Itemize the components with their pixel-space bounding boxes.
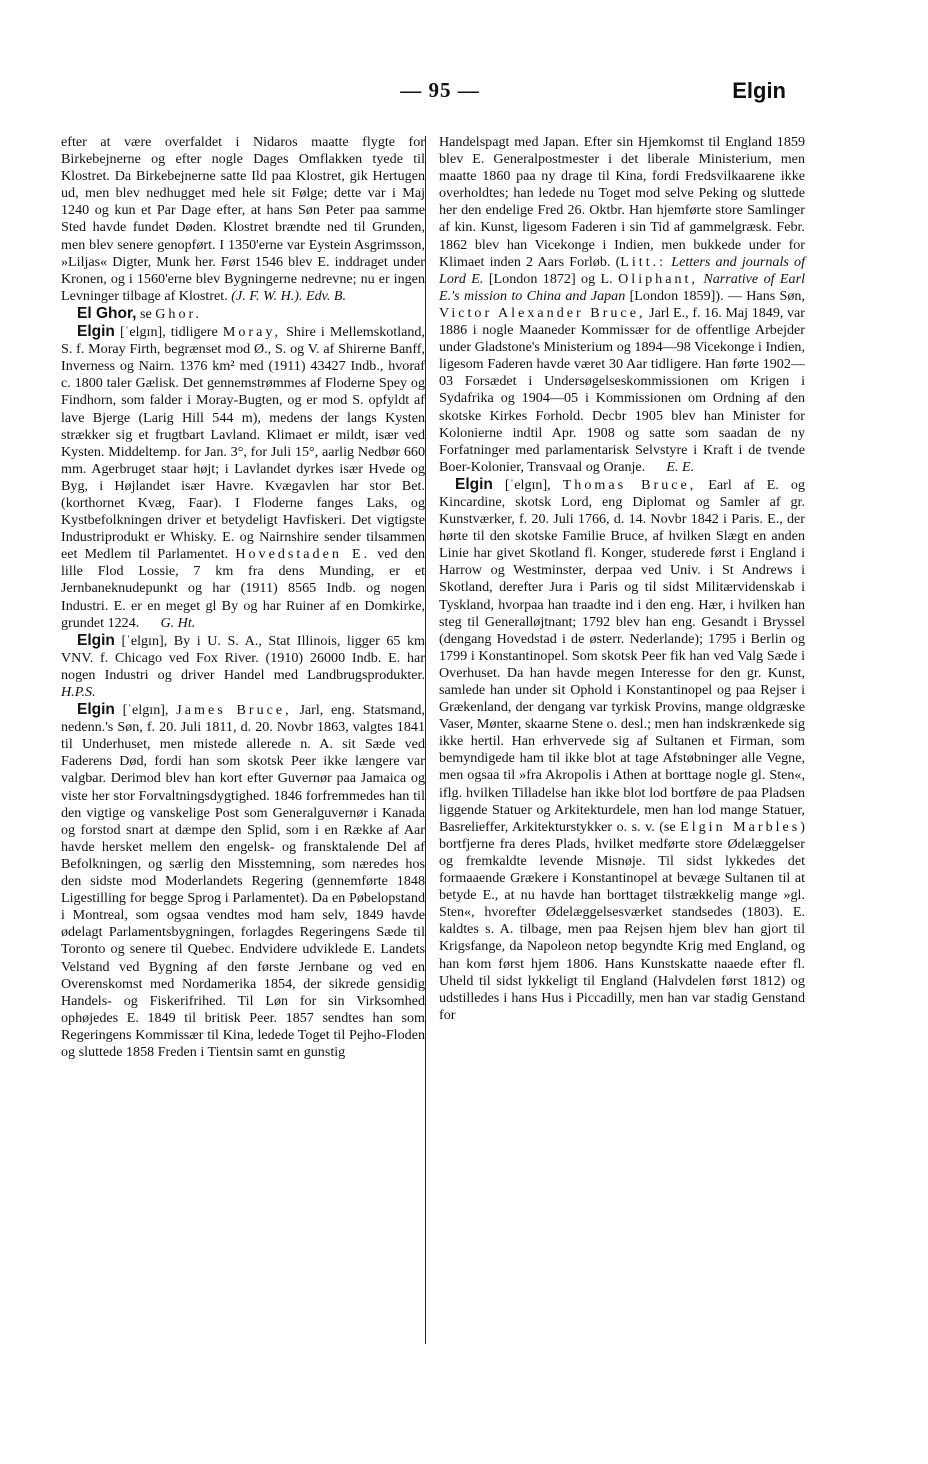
continuation-paragraph (61, 134, 425, 305)
entry-text: Jarl, eng. Statsmand, nedenn.'s Søn, f. 20. Juli 1811, d. 20. Novbr 1863, valgtes 1841 til Underhuset, men mistede allerede n. A. sit Sæde ved Faderens Død, fordi han som skotsk Peer ikke længere var valgbar. Derimod blev han kort efter Guvernør paa Jamaica og viste her stor Forvaltningsdygtighed. 1846 forfremmedes han til den vigtige og vanskelige Post som Generalguvernør i Kanada og forstod snart at dæmpe den Splid, som i en Række af Aar havde hersket mellem den engelsk- og fransktalende Del af Befolkningen, og særlig den Misstemning, som næredes hos den sidste mod Moderlandets Regering (gennemførte 1848 Ligestilling for begge Sprog i Parlamentet). Da en Pøbelopstand i Montreal, som ogsaa vendtes mod ham selv, 1849 havde ødelagt Parlamentsbygningen, forlagdes Regeringens Sæde til Toronto og senere til Quebec. Endvidere udviklede E. Landets Velstand ved Bygning af den første Jernbane og ved en Overenskomst med Nordamerika 1854, der sikrede gensidig Handels- og Fiskerifrihed. Til Løn for sin Virksomhed ophøjedes E. 1849 til britisk Peer. 1857 sendtes han som Regeringens Kommissær til Kina, ledede Toget til Pejho-Floden og sluttede 1858 Freden i Tientsin samt en gunstig (61, 702, 425, 1060)
spaced-term: Victor Alexander Bruce, (439, 304, 646, 321)
paragraph-text: [London 1859]). — Hans Søn, (625, 287, 805, 304)
author-signature: (J. F. W. H.). Edv. B. (231, 287, 347, 304)
book-title: Letters and journals of Lord E. (439, 253, 805, 287)
pronunciation: [ˈelgɪn], (492, 476, 563, 493)
entry-elgin-thomas-bruce (439, 476, 805, 1024)
headword: Elgin (77, 323, 115, 341)
entry-text: ) bortfjerne fra deres Plads, hvilket medførte store Ødelæggelser og fremkaldte levende Misnøje. Til sidst lykkedes det formaaende Grækere i Konstantinopel at bevæge Sultanen til at betyde E., at nu havde han borttaget tilstrækkelig mange »gl. Sten«, hvorefter Ødelæggelsesværket standsedes (1803). E. kaldtes s. A. tilbage, men paa Rejsen hjem blev han gjort til Krigsfange, da Napoleon netop begyndte Krig med England, og han kom først hjem 1806. Hans Kunstskatte naaede efter fl. Uheld til sidst lykkeligt til England (Halvdelen først 1812) og udstilledes i hans Hus i Piccadilly, men han var stadig Genstand for (439, 818, 805, 1023)
spaced-term: Moray, (222, 324, 282, 341)
spaced-term: Thomas Bruce, (562, 476, 697, 493)
literature-label: Litt.: (620, 253, 667, 270)
page-number: — 95 — (400, 78, 480, 102)
entry-text: [ˈelgɪn], By i U. S. A., Stat Illinois, ligger 65 km VNV. f. Chicago ved Fox River. (1910) 26000 Indb. E. har nogen Industri og driver Handel med Landbrugsprodukter. (61, 632, 425, 683)
entry-text: Shire i Mellemskotland, S. f. Moray Firth, begrænset mod Ø., S. og V. af Shirerne Banff, Inverness og Nairn. 1376 km² med (1911) 43427 Indb., hvoraf c. 1800 taler Gælisk. Det gennemstrømmes af Floderne Spey og Findhorn, som falder i Moray-Bugten, og er mod S. opfyldt af lave Bjerge (Larig Hill 544 m), medens der langs Kysten strækker sig et frugtbart Lavland. Klimaet er mildt, især ved Kysten. Middeltemp. for Jan. 3°, for Juli 15°, aarlig Nedbør 660 mm. Agerbruget staar højt; i Lavlandet dyrkes især Hvede og Byg, i Højlandet især Havre. Kvægavlen har stor Bet. (korthornet Kvæg, Faar). I Floderne fanges Laks, og Kystbefolkningen driver et betydeligt Havfiskeri. Det vigtigste Industriprodukt er Whisky. E. og Nairnshire sender tilsammen eet Medlem til Parlamentet. (61, 324, 425, 563)
author-signature: G. Ht. (160, 614, 196, 631)
entry-text: se (136, 305, 156, 322)
pronunciation: [ˈelgɪn], (114, 702, 177, 719)
entry-text: Earl af E. og Kincardine, skotsk Lord, eng Diplomat og Samler af gr. Kunstværker, f. 20. Juli 1766, d. 14. Novbr 1842 i Paris. E., der hørte til den skotske Familie Bruce, af hvilken Slægt en anden Linie har givet Skotland fl. Konger, studerede først i England i Harrow og Westminster, derpaa ved Univ. i St Andrews i Skotland, derefter Jura i Paris og til sidst Militærvidenskab i Tyskland, hvorpaa han traadte ind i den eng. Hær, i hvilken han steg til Generalløjtnant; 1792 blev han eng. Gesandt i Bryssel (dengang Hovedstad i de østerr. Nederlande); 1795 i Berlin og 1799 i Konstantinopel. Som skotsk Peer fik han ved Valg Sæde i Overhuset. Da han havde megen Interesse for den gr. Kunst, samlede han under sit Ophold i Konstantinopel og paa Rejser i Grækenland, der dengang var tyrkisk Provins, mange oldgræske Vaser, Mønter, skaarne Stene o. desl.; men han indskrænkede sig ikke hertil. Han erhvervede sig af Sultanen et Firman, som bemyndigede ham til ikke blot at tage Afstøbninger alle Vegne, men ogsaa til »fra Akropolis i Athen at borttage nogle gl. Sten«, iflg. hvilken Tilladelse han ikke blot lod bortføre de paa Pladsen liggende Statuer og Arkitekturdele, men han lod mange Statuer, Basrelieffer, Arkitekturstykker o. s. v. (se (439, 476, 805, 835)
author-signature: E. E. (666, 458, 695, 475)
entry-el-ghor (61, 305, 425, 323)
continuation-paragraph (439, 134, 805, 476)
spaced-term: Hovedstaden E. (235, 546, 371, 563)
book-title: Narrative of Earl E.'s mission to China and Japan (439, 270, 805, 304)
entry-elgin-illinois (61, 632, 425, 701)
running-head: Elgin (732, 78, 786, 103)
pronunciation: [ˈelgɪn], tidligere (114, 324, 223, 341)
right-column (439, 134, 805, 1024)
cross-reference: Elgin Marbles (680, 818, 801, 835)
paragraph-text: Handelspagt med Japan. Efter sin Hjemkomst til England 1859 blev E. Generalpostmester i det liberale Ministerium, men maatte 1860 paa ny drage til Kina, fordi Fredsvilkaarene ikke overholdtes; han ledede nu Toget mod selve Peking og sluttede her den endelige Fred 26. Oktbr. Han hjemførte store Samlinger af kin. Kunst, ligesom Faderen i sin Tid af gammelgræsk. Febr. 1862 blev han Vicekonge i Indien, men bukkede under for Klimaet inden 2 Aars Forløb. ( (439, 134, 805, 270)
cross-reference: Ghor. (155, 305, 202, 322)
headword: Elgin (77, 631, 115, 649)
paragraph-text: Jarl E., f. 16. Maj 1849, var 1886 i nogle Maaneder Kommissær for de offentlige Arbejder under Gladstone's Ministerium og 1894—98 Vicekonge i Indien, ligesom Faderen havde været 30 Aar tidligere. Han førte 1902—03 Forsædet i Undersøgelseskommissionen om Krigen i Sydafrika og 1904—05 i Kommissionen om Ordning af den skotske Kirkes Forhold. Decbr 1905 blev han Minister for Kolonierne indtil Apr. 1908 og satte som saadan de ny Forfatninger med parlamentarisk Selvstyre i Kraft i de tvende Boer-Kolonier, Transvaal og Oranje. (439, 304, 806, 475)
headword: Elgin (77, 701, 115, 719)
spaced-term: Oliphant, (618, 270, 698, 287)
author-signature: H.P.S. (61, 684, 96, 700)
spaced-term: James Bruce, (176, 702, 292, 719)
column-divider (425, 136, 426, 1344)
entry-elgin-james-bruce (61, 701, 425, 1061)
headword: El Ghor, (77, 304, 137, 322)
paragraph-text: efter at være overfaldet i Nidaros maatte flygte for Birkebejnerne og efter nogle Dages Omflakken tyede til Klostret. Da Birkebejnerne satte Ild paa Klostret, gik Hertugen ud, men blev nedhugget med hele sit Følge; dette var i Maj 1240 og kun et Par Dage efter, at hans Søn Peter paa samme Sted havde fundet Døden. Klostret brændte ned til Grunden, men blev senere genopført. I 1350'erne var Eystein Asgrimsson, »Liljas« Digter, Munk her. Først 1546 blev E. inddraget under Kronen, og i 1560'erne blev Bygningerne nedrevne; nu er ingen Levninger tilbage af Klostret. (61, 134, 425, 304)
paragraph-text: [London 1872] og L. (483, 270, 619, 287)
left-column (61, 134, 425, 1061)
page-header (0, 78, 928, 114)
entry-elgin-shire (61, 323, 425, 632)
entry-text: ved den lille Flod Lossie, 7 km fra dens Munding, er et Jernbaneknudepunkt og har (1911) 8565 Indb. og nogen Industri. E. er en meget gl By og har Ruiner af en Domkirke, grundet 1224. (61, 546, 425, 631)
headword: Elgin (455, 475, 493, 493)
